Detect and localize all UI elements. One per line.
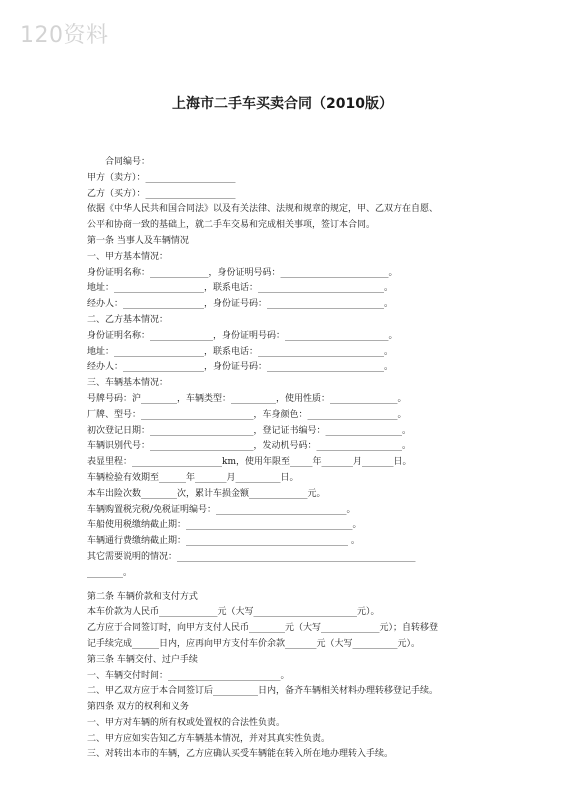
party-b-agent-line: 经办人：__________________，身份证号码：__________________________。 — [87, 362, 394, 373]
rights-line-2: 二、甲方应如实告知乙方车辆基本情况，并对其真实性负责。 — [87, 733, 331, 744]
section-party-a-heading: 一、甲方基本情况： — [87, 251, 169, 262]
article-4-heading: 第四条 双方的权利和义务 — [87, 702, 189, 713]
article-1-heading: 第一条 当事人及车辆情况 — [87, 235, 189, 246]
rights-line-3: 三、对转出本市的车辆，乙方应确认买受车辆能在转入所在地办理转入手续。 — [87, 749, 394, 760]
vehicle-inspection-line: 车辆检验有效期至______年_______月__________日。 — [87, 472, 299, 483]
contract-body — [87, 155, 487, 763]
vehicle-vin-line: 车辆识别代号：_______________________，发动机号码：___________________。 — [87, 441, 412, 452]
party-b-address-line: 地址：____________________，联系电话：____________________________。 — [87, 346, 394, 357]
watermark-logo: 120资料 — [20, 23, 109, 48]
other-notes-line: 其它需要说明的情况：_____________________________________________________ — [87, 551, 416, 562]
vehicle-purchase-tax-line: 车辆购置税完税/免税证明编号：_____________________________。 — [87, 504, 356, 515]
section-vehicle-heading: 三、车辆基本情况： — [87, 378, 169, 389]
contract-number-line: 合同编号： — [105, 157, 151, 167]
document-title: 上海市二手车买卖合同（2010版） — [172, 96, 393, 112]
transfer-line: 二、甲乙双方应于本合同签订后__________日内，备齐车辆相关材料办理转移登记手续。 — [87, 686, 439, 697]
article-2-heading: 第二条 车辆价款和支付方式 — [87, 591, 198, 602]
party-a-agent-line: 经办人：__________________，身份证号码：__________________________。 — [87, 299, 394, 310]
party-b-id-line: 身份证明名称：______________，身份证明号码：_______________________。 — [87, 330, 398, 341]
party-a-id-line: 身份证明名称：_____________，身份证明号码：________________________。 — [87, 267, 398, 278]
section-spacer — [87, 582, 487, 590]
payment-line-1: 乙方应于合同签订时，向甲方支付人民币________元（大写_____________元）；自转移登 — [87, 623, 439, 634]
vehicle-toll-line: 车辆通行费缴纳截止期：____________________________________ 。 — [87, 536, 360, 547]
rights-line-1: 一、甲方对车辆的所有权或处置权的合法性负责。 — [87, 717, 286, 728]
party-a-address-line: 地址：____________________，联系电话：____________________________。 — [87, 283, 394, 294]
preamble-line-1: 依据《中华人民共和国合同法》以及有关法律、法规和规章的规定，甲、乙双方在自愿、 — [87, 204, 439, 215]
vehicle-brand-line: 厂牌、型号：_________________________，车身颜色：____________________。 — [87, 409, 407, 420]
party-b-line: 乙方（买方）：____________________ — [87, 188, 236, 199]
vehicle-registration-line: 初次登记日期：_______________________，登记证书编号：_________________。 — [87, 425, 412, 436]
vehicle-accident-line: 本车出险次数________次，累计车损金额_____________元。 — [87, 488, 326, 499]
vehicle-vessel-tax-line: 车船使用税缴纳截止期：_____________________________________。 — [87, 520, 362, 531]
article-3-heading: 第三条 车辆交付、过户手续 — [87, 654, 198, 665]
preamble-line-2: 公平和协商一致的基础上，就二手车交易和完成相关事项，签订本合同。 — [87, 220, 376, 231]
delivery-time-line: 一、车辆交付时间：_________________________。 — [87, 670, 290, 681]
section-party-b-heading: 二、乙方基本情况： — [87, 314, 169, 325]
price-line: 本车价款为人民币_____________元（大写_______________________元）。 — [87, 607, 380, 618]
vehicle-plate-line: 号牌号码：沪________，车辆类型：__________，使用性质：_______________。 — [87, 393, 407, 404]
party-a-line: 甲方（卖方）：____________________ — [87, 172, 236, 183]
vehicle-mileage-line: 表显里程：____________________km，使用年限至_____年_______月_______日。 — [87, 457, 412, 468]
other-notes-line-cont: ________。 — [87, 567, 133, 578]
payment-line-2: 记手续完成______日内，应再向甲方支付车价余款_______元（大写__________元）。 — [87, 638, 421, 649]
